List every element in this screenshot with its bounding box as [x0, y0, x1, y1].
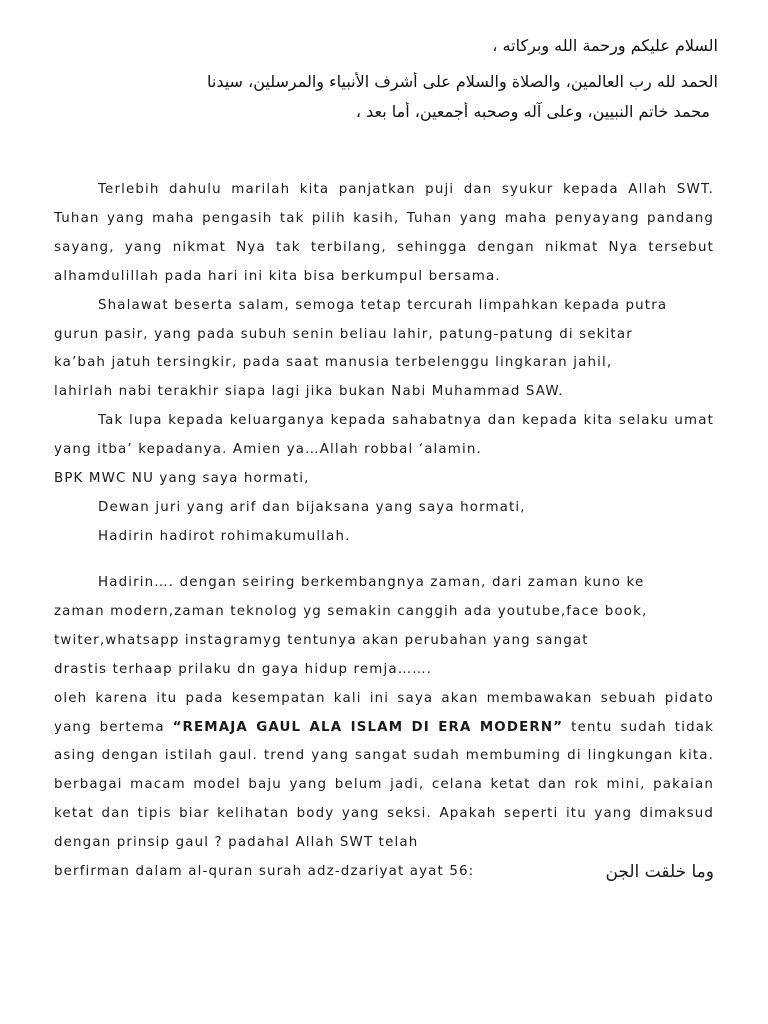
paragraph-theme — [54, 685, 714, 858]
paragraph-shalawat-line: gurun pasir, yang pada subuh senin beliau lahir, patung-patung di sekitar — [54, 326, 633, 342]
theme-intro-text: oleh karena itu pada kesempatan kali ini saya akan membawakan sebuah pidato yang bertema — [54, 690, 714, 735]
greeting-audience: Hadirin hadirot rohimakumullah. — [98, 528, 351, 544]
paragraph-shalawat-line: lahirlah nabi terakhir siapa lagi jika bukan Nabi Muhammad SAW. — [54, 384, 564, 400]
paragraph-family: Tak lupa kepada keluarganya kepada sahabatnya dan kepada kita selaku umat yang itba’ kepadanya. Amien ya…Allah robbal ‘alamin. — [54, 413, 714, 458]
paragraph-verse-intro — [54, 858, 714, 887]
speech-theme-title: “REMAJA GAUL ALA ISLAM DI ERA MODERN” — [172, 719, 564, 735]
content-section — [54, 569, 714, 887]
paragraph-shalawat-line: ka’bah jatuh tersingkir, pada saat manusia terbelenggu lingkaran jahil, — [54, 355, 613, 371]
verse-intro-text: berfirman dalam al-quran surah adz-dzariyat ayat 56: — [54, 864, 475, 880]
paragraph-era-line: Hadirin…. dengan seiring berkembangnya zaman, dari zaman kuno ke — [98, 575, 645, 590]
quran-verse-arabic: وما خلقت الجن — [605, 862, 714, 883]
theme-body-text: tentu sudah tidak asing dengan istilah gaul. trend yang sangat sudah membuming di lingkungan kita. berbagai macam model baju yang belum jadi, celana ketat dan rok mini, pakaian ketat dan tipis biar kelihatan body yang seksi. Apakah seperti itu yang dimaksud dengan prinsip gaul ? padahal Allah SWT telah — [54, 719, 714, 851]
greeting-jury: Dewan juri yang arif dan bijaksana yang saya hormati, — [98, 499, 526, 515]
opening-section — [54, 176, 714, 552]
paragraph-shalawat-line: Shalawat beserta salam, semoga tetap tercurah limpahkan kepada putra — [98, 297, 668, 313]
greeting-bpk: BPK MWC NU yang saya hormati, — [54, 471, 310, 487]
paragraph-era-line: twiter,whatsapp instagramyg tentunya akan perubahan yang sangat — [54, 632, 589, 648]
paragraph-era-line: drastis terhaap prilaku dn gaya hidup remja……. — [54, 661, 433, 677]
arabic-salam: السلام عليكم ورحمة الله وبركاته ، — [492, 36, 718, 55]
arabic-shalawat: محمد خاتم النبيين، وعلى آله وصحبه أجمعين، أما بعد ، — [355, 102, 710, 121]
paragraph-praise: Terlebih dahulu marilah kita panjatkan puji dan syukur kepada Allah SWT. Tuhan yang maha pengasih tak pilih kasih, Tuhan yang maha penyayang pandang sayang, yang nikmat Nya tak terbilang, sehingga dengan nikmat Nya tersebut alhamdulillah pada hari ini kita bisa berkumpul bersama. — [54, 182, 714, 284]
arabic-hamdalah: الحمد لله رب العالمين، والصلاة والسلام على أشرف الأنبياء والمرسلين، سيدنا — [206, 72, 718, 91]
paragraph-era-line: zaman modern,zaman teknolog yg semakin canggih ada youtube,face book, — [54, 603, 648, 619]
